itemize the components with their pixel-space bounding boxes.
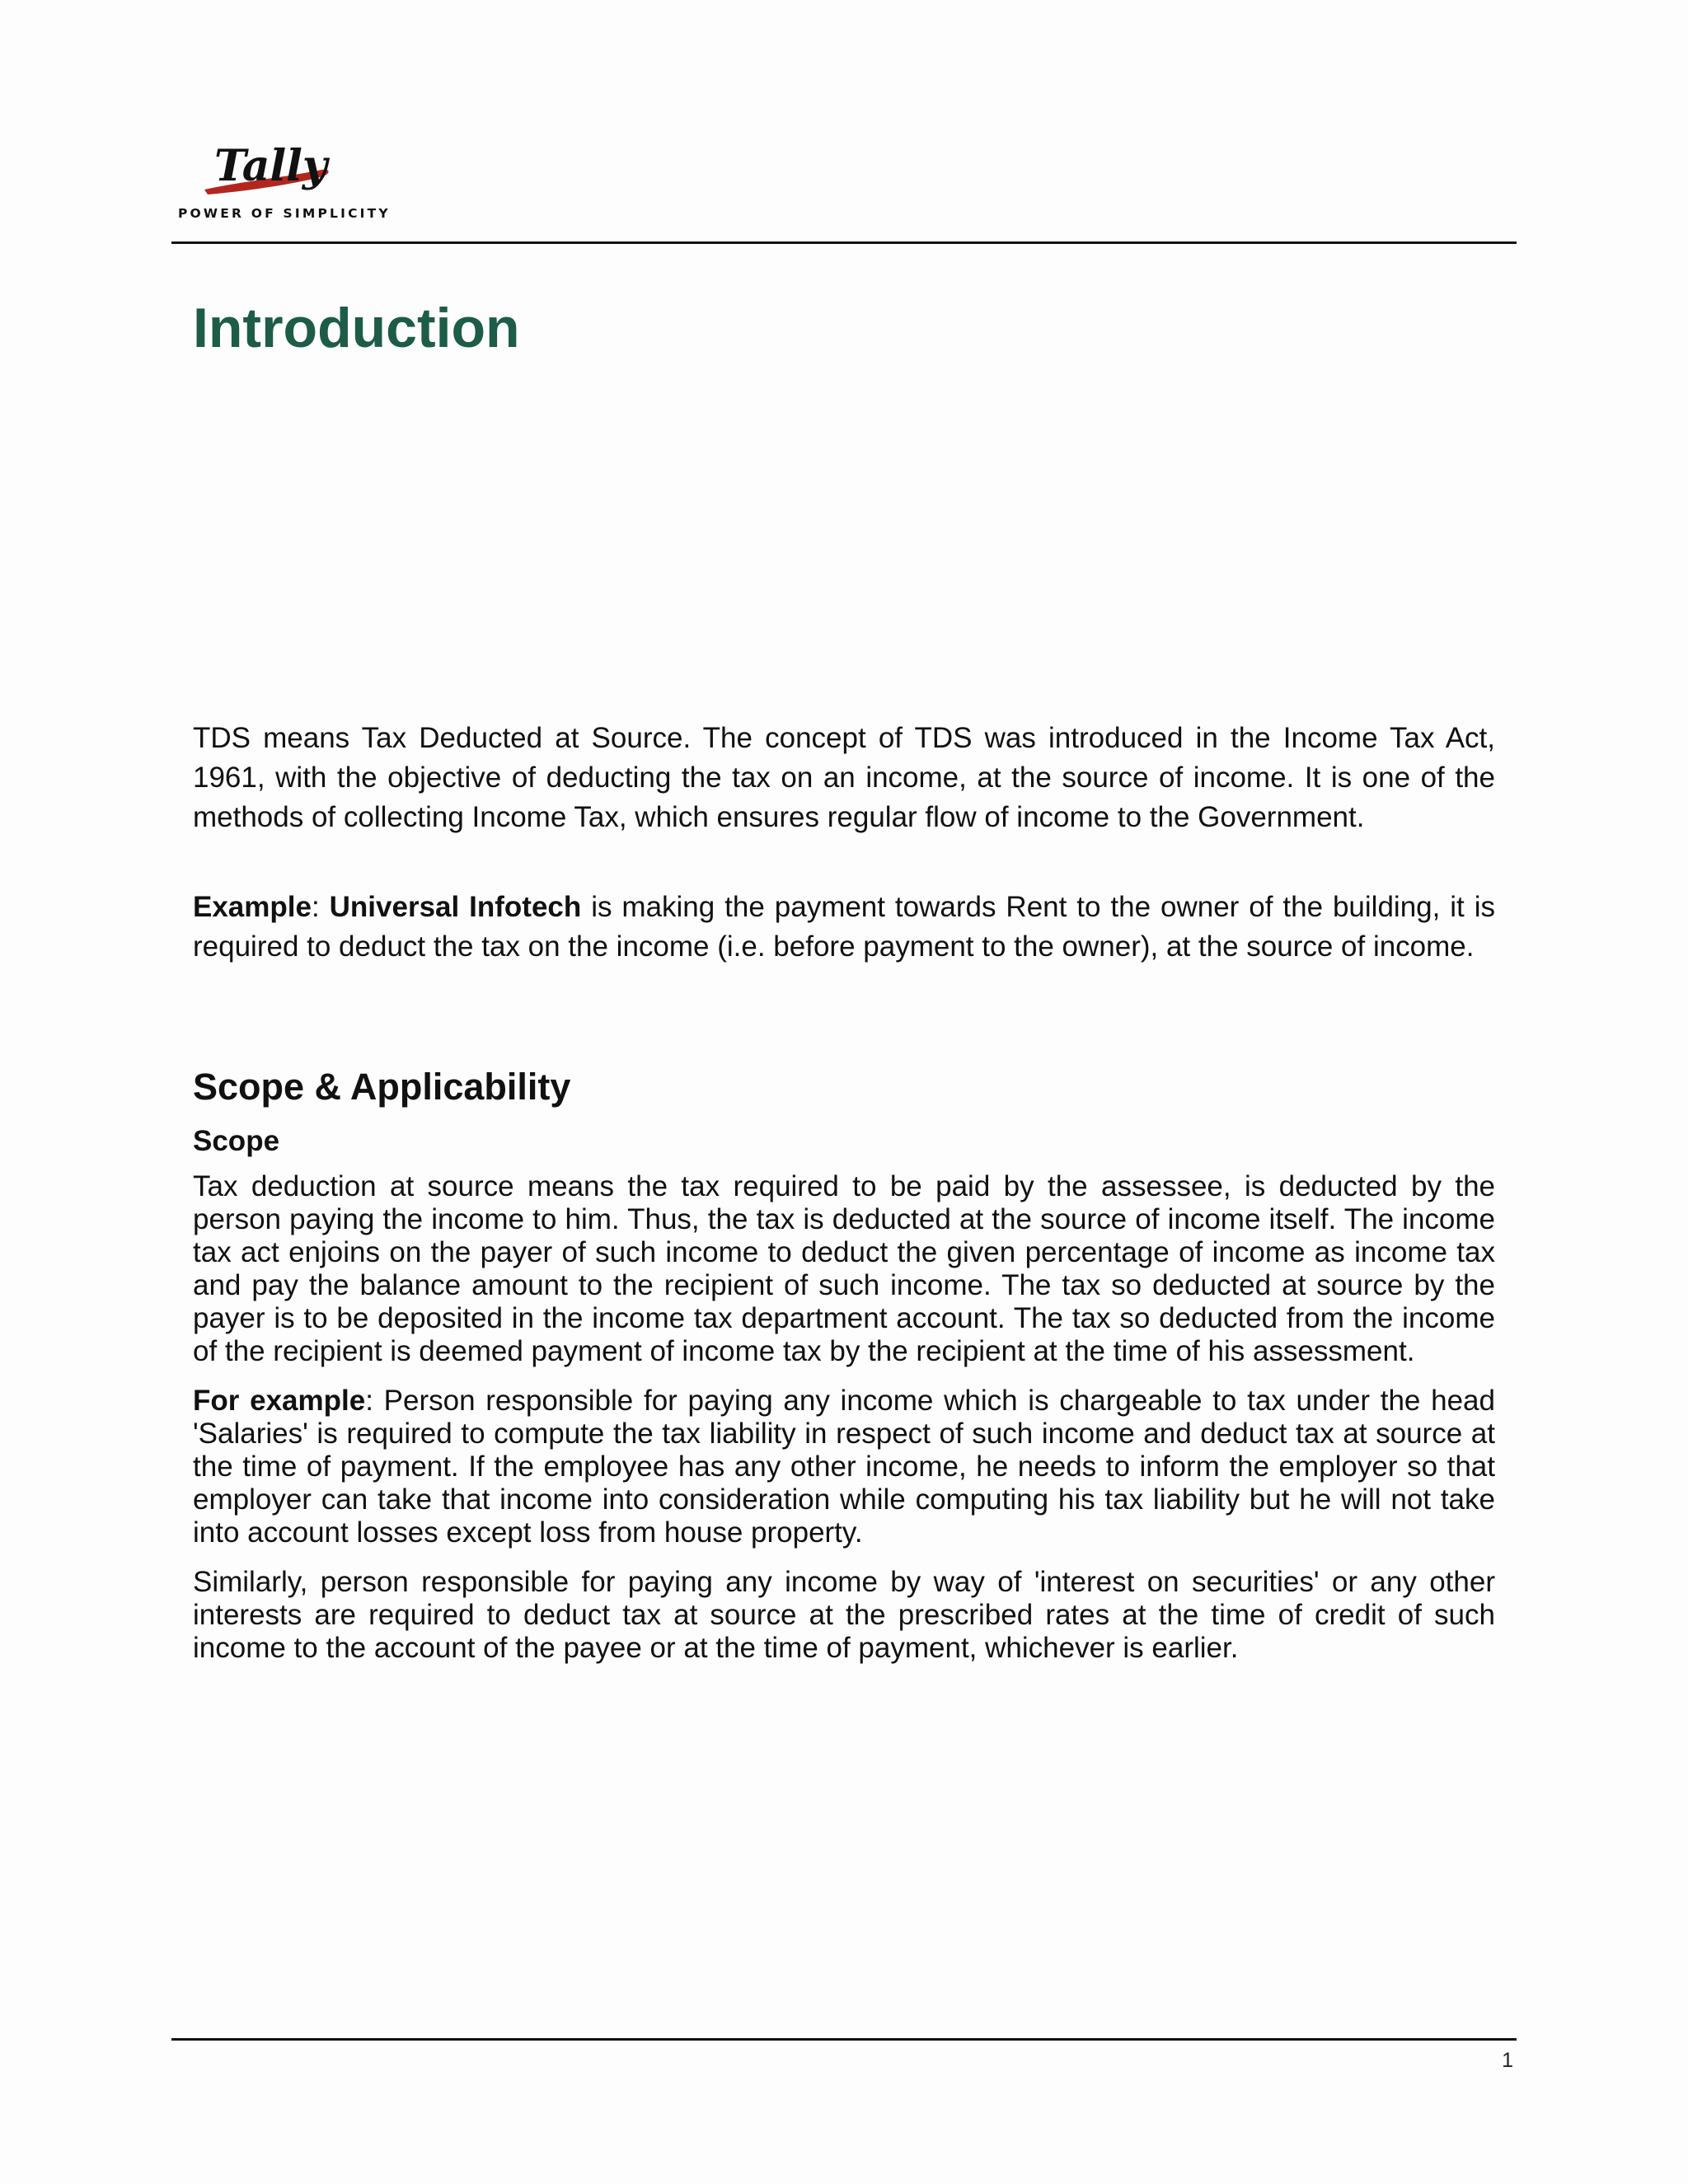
example-label: Example [193, 891, 312, 923]
scope-paragraph-3: Similarly, person responsible for paying any income by way of 'interest on securities' or any other interests are required to deduct tax at source at the prescribed rates at the time of credit of such income to the account of the payee or at the time of payment, whichever is earlier. [193, 1566, 1495, 1664]
scope-section [193, 1170, 1495, 1681]
page-number: 1 [1502, 2049, 1513, 2072]
scope-heading: Scope [193, 1125, 280, 1157]
intro-paragraph: TDS means Tax Deducted at Source. The concept of TDS was introduced in the Income Tax Act, 1961, with the objective of deducting the tax on an income, at the source of income. It is one of the methods of collecting Income Tax, which ensures regular flow of income to the Government. [193, 722, 1495, 833]
tally-logo [176, 134, 391, 224]
example-paragraph [193, 888, 1495, 967]
example-text: is making the payment towards Rent to the owner of the building, it is required to deduct the tax on the income (i.e. before payment to the owner), at the source of income. [193, 891, 1495, 963]
footer-rule [171, 2038, 1517, 2041]
section-heading: Scope & Applicability [193, 1066, 571, 1108]
logo-tagline: POWER OF SIMPLICITY [178, 206, 391, 221]
page-title: Introduction [193, 297, 520, 359]
scope-paragraph-2 [193, 1385, 1495, 1549]
example-section [193, 888, 1495, 967]
example-company: Universal Infotech [329, 891, 582, 923]
for-example-text: Person responsible for paying any income which is chargeable to tax under the head 'Salaries' is required to compute the tax liability in respect of such income and deduct tax at source at the time of payment. If the employee has any other income, he needs to inform the employer so that employer can take that income into consideration while computing his tax liability but he will not take into account losses except loss from house property. [193, 1385, 1495, 1549]
intro-section [193, 719, 1495, 837]
scope-paragraph-1: Tax deduction at source means the tax required to be paid by the assessee, is deducted by the person paying the income to him. Thus, the tax is deducted at the source of income itself. The income tax act enjoins on the payer of such income to deduct the given percentage of income as income tax and pay the balance amount to the recipient of such income. The tax so deducted at source by the payer is to be deposited in the income tax department account. The tax so deducted from the income of the recipient is deemed payment of income tax by the recipient at the time of his assessment. [193, 1170, 1495, 1367]
logo-wordmark: Tally [214, 141, 328, 191]
header-rule [171, 241, 1517, 244]
for-example-label: For example [193, 1385, 366, 1417]
for-example-colon: : [365, 1385, 384, 1417]
example-colon: : [311, 891, 330, 923]
